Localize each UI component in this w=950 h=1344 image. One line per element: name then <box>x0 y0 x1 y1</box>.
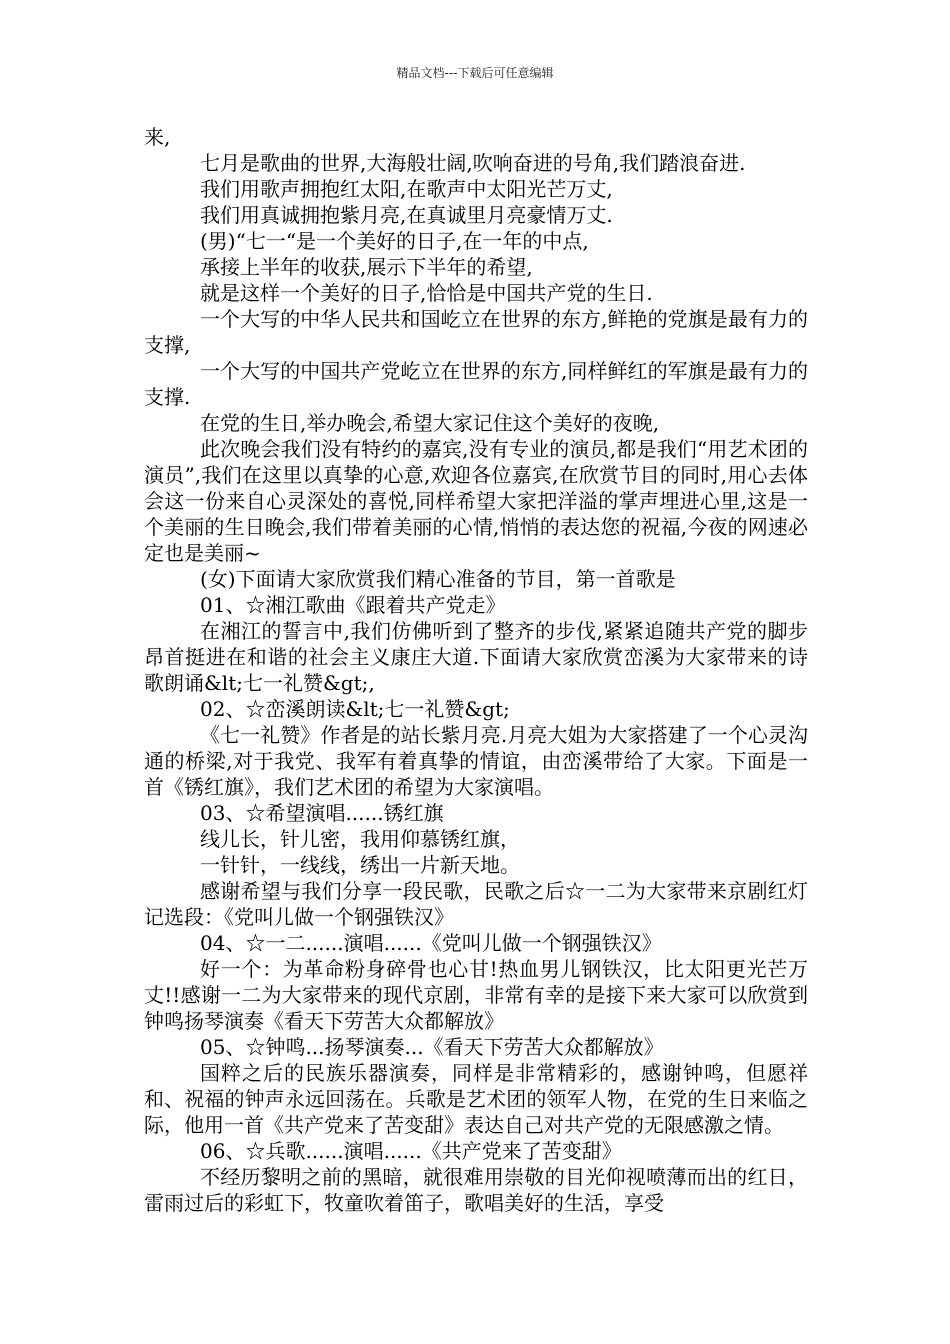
paragraph: 我们用真诚拥抱紫月亮,在真诚里月亮豪情万丈. <box>200 203 613 227</box>
paragraph: (女)下面请大家欣赏我们精心准备的节目，第一首歌是 <box>200 567 676 591</box>
document-body <box>144 124 808 1216</box>
paragraph: 不经历黎明之前的黑暗，就很难用崇敬的目光仰视喷薄而出的红日，雷雨过后的彩虹下，牧童吹着笛子，歌唱美好的生活，享受 <box>144 1165 808 1215</box>
paragraph: 一个大写的中国共产党屹立在世界的东方,同样鲜红的军旗是最有力的支撑. <box>144 359 808 409</box>
program-item: 06、☆兵歌......演唱......《共产党来了苦变甜》 <box>200 1139 622 1163</box>
paragraph: 承接上半年的收获,展示下半年的希望, <box>200 255 533 279</box>
program-item: 04、☆一二......演唱......《党叫儿做一个钢强铁汉》 <box>200 931 662 955</box>
paragraph: 来, <box>144 125 171 149</box>
paragraph: 《七一礼赞》作者是的站长紫月亮.月亮大姐为大家搭建了一个心灵沟通的桥梁,对于我党、我军有着真挚的情谊，由峦溪带给了大家。下面是一首《锈红旗》，我们艺术团的希望为大家演唱。 <box>144 723 808 799</box>
paragraph: 此次晚会我们没有特约的嘉宾,没有专业的演员,都是我们“用艺术团的演员”,我们在这里以真挚的心意,欢迎各位嘉宾,在欣赏节目的同时,用心去体会这一份来自心灵深处的喜悦,同样希望大家把洋溢的掌声埋进心里,这是一个美丽的生日晚会,我们带着美丽的心情,悄悄的表达您的祝福,今夜的网速必定也是美丽~ <box>144 437 808 565</box>
paragraph: (男)“七一“是一个美好的日子,在一年的中点, <box>200 229 589 253</box>
program-item: 03、☆希望演唱......锈红旗 <box>200 801 444 825</box>
lyric-line: 线儿长，针儿密，我用仰慕锈红旗， <box>200 827 520 851</box>
lyric-line: 一针针，一线线，绣出一片新天地。 <box>200 853 520 877</box>
paragraph: 我们用歌声拥抱红太阳,在歌声中太阳光芒万丈, <box>200 177 613 201</box>
paragraph: 在湘江的誓言中,我们仿佛听到了整齐的步伐,紧紧追随共产党的脚步昂首挺进在和谐的社会主义康庄大道.下面请大家欣赏峦溪为大家带来的诗歌朗诵&lt;七一礼赞&gt;, <box>144 619 808 695</box>
page-header: 精品文档---下载后可任意编辑 <box>396 66 554 80</box>
program-item: 01、☆湘江歌曲《跟着共产党走》 <box>200 593 506 617</box>
program-item: 05、☆钟鸣...扬琴演奏...《看天下劳苦大众都解放》 <box>200 1035 664 1059</box>
paragraph: 七月是歌曲的世界,大海般壮阔,吹响奋进的号角,我们踏浪奋进. <box>200 151 746 175</box>
program-item: 02、☆峦溪朗读&lt;七一礼赞&gt; <box>200 697 510 721</box>
paragraph: 好一个：为革命粉身碎骨也心甘!热血男儿钢铁汉，比太阳更光芒万丈!!感谢一二为大家带来的现代京剧，非常有幸的是接下来大家可以欣赏到钟鸣扬琴演奏《看天下劳苦大众都解放》 <box>144 957 808 1033</box>
paragraph: 国粹之后的民族乐器演奏，同样是非常精彩的，感谢钟鸣，但愿祥和、祝福的钟声永远回荡在。兵歌是艺术团的领军人物，在党的生日来临之际，他用一首《共产党来了苦变甜》表达自己对共产党的无限感激之情。 <box>144 1061 808 1137</box>
paragraph: 在党的生日,举办晚会,希望大家记住这个美好的夜晚, <box>200 411 660 435</box>
paragraph: 感谢希望与我们分享一段民歌，民歌之后☆一二为大家带来京剧红灯记选段：《党叫儿做一个钢强铁汉》 <box>144 879 808 929</box>
paragraph: 一个大写的中华人民共和国屹立在世界的东方,鲜艳的党旗是最有力的支撑, <box>144 307 808 357</box>
paragraph: 就是这样一个美好的日子,恰恰是中国共产党的生日. <box>200 281 653 305</box>
